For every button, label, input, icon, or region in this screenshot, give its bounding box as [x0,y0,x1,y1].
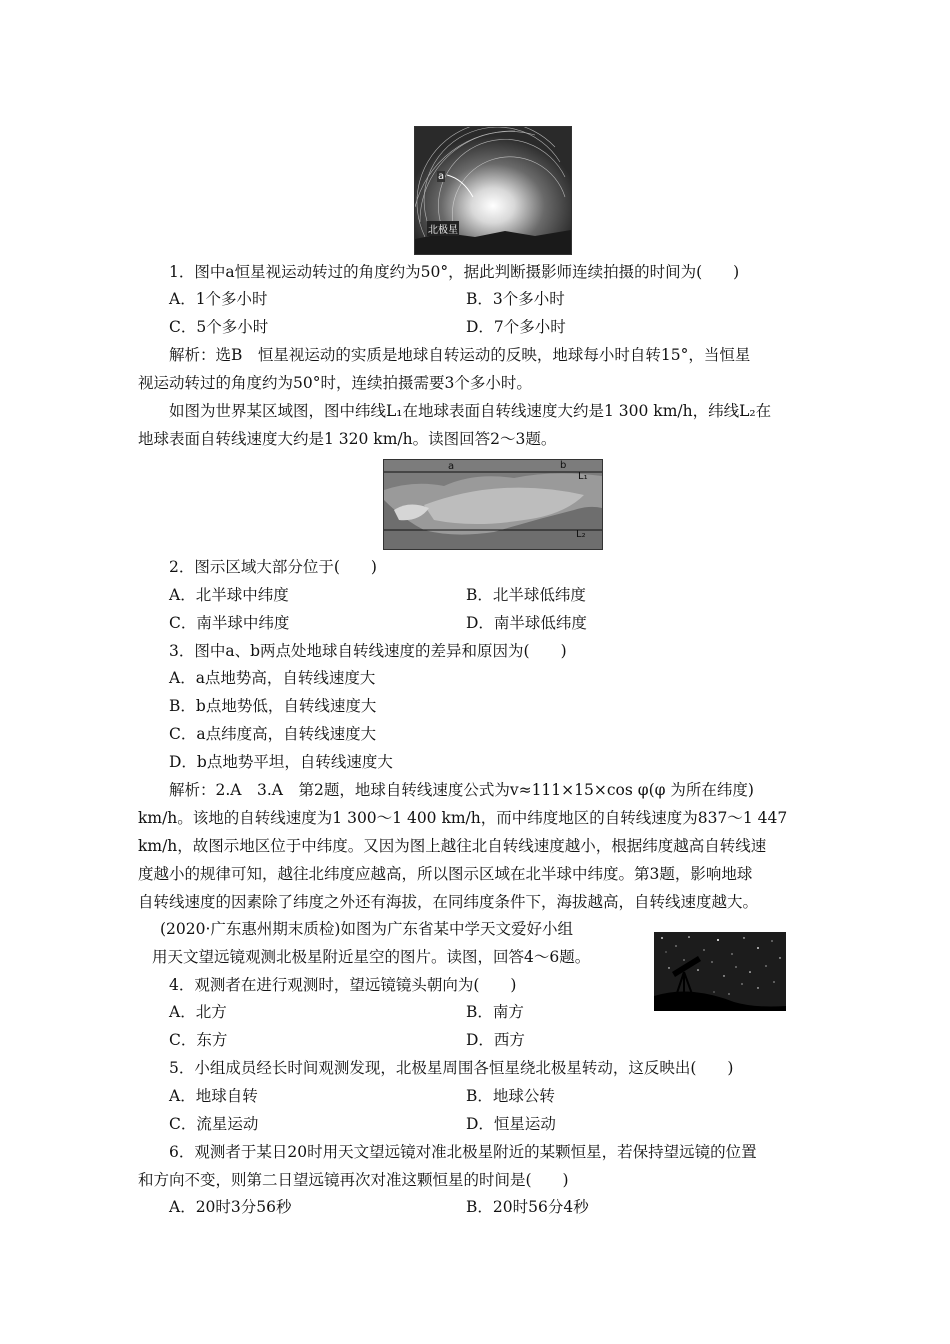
q1-option-b: B．3个多小时 [466,290,565,308]
q5-option-c: C．流星运动 [169,1115,259,1133]
q1-analysis-line2: 视运动转过的角度约为50°时，连续拍摄需要3个多小时。 [138,374,532,392]
map-label-l2: L₂ [576,529,586,540]
q5-stem: 5．小组成员经长时间观测发现，北极星周围各恒星绕北极星转动，这反映出( ) [169,1059,734,1077]
analysis-q2-3-line3: km/h，故图示地区位于中纬度。又因为图上越往北自转线速度越小，根据纬度越高自转线速 [138,837,767,855]
q3-option-a: A．a点地势高，自转线速度大 [169,669,376,687]
q2-option-c: C．南半球中纬度 [169,614,290,632]
q3-option-b: B．b点地势低，自转线速度大 [169,697,377,715]
star-trail-photo [414,126,572,255]
q6-stem-line1: 6．观测者于某日20时用天文望远镜对准北极星附近的某颗恒星，若保持望远镜的位置 [169,1143,757,1161]
q1-stem: 1．图中a恒星视运动转过的角度约为50°，据此判断摄影师连续拍摄的时间为( ) [169,263,740,281]
q1-option-c: C．5个多小时 [169,318,269,336]
telescope-photo [654,932,786,1011]
analysis-q2-3-line1: 解析：2.A 3.A 第2题，地球自转线速度公式为v≈111×15×cos φ(φ 为所在纬度) [169,781,754,799]
q1-analysis-line1: 解析：选B 恒星视运动的实质是地球自转运动的反映，地球每小时自转15°，当恒星 [169,346,751,364]
q4-stem: 4．观测者在进行观测时，望远镜镜头朝向为( ) [169,976,517,994]
q2-option-a: A．北半球中纬度 [169,586,289,604]
q2-stem: 2．图示区域大部分位于( ) [169,558,377,576]
analysis-q2-3-line4: 度越小的规律可知，越往北纬度应越高，所以图示区域在北半球中纬度。第3题，影响地球 [138,865,753,883]
intro-q2-3-line2: 地球表面自转线速度大约是1 320 km/h。读图回答2～3题。 [138,430,557,448]
q4-option-c: C．东方 [169,1031,228,1049]
map-label-l1: L₁ [578,471,588,482]
q1-option-d: D．7个多小时 [466,318,566,336]
q5-option-a: A．地球自转 [169,1087,258,1105]
intro-q4-6-line1: (2020·广东惠州期末质检)如图为广东省某中学天文爱好小组 [160,920,573,938]
polaris-label: 北极星 [427,221,459,236]
q4-option-b: B．南方 [466,1003,524,1021]
q4-option-d: D．西方 [466,1031,525,1049]
map-point-a: a [448,461,455,472]
q6-stem-line2: 和方向不变，则第二日望远镜再次对准这颗恒星的时间是( ) [138,1171,569,1189]
analysis-q2-3-line5: 自转线速度的因素除了纬度之外还有海拔，在同纬度条件下，海拔越高，自转线速度越大。 [138,893,759,911]
region-map [383,459,603,550]
q1-option-a: A．1个多小时 [169,290,268,308]
intro-q4-6-line2: 用天文望远镜观测北极星附近星空的图片。读图，回答4～6题。 [152,948,591,966]
region-map-image [384,460,602,549]
q5-option-d: D．恒星运动 [466,1115,556,1133]
q6-option-a: A．20时3分56秒 [169,1198,292,1216]
intro-q2-3-line1: 如图为世界某区域图，图中纬线L₁在地球表面自转线速度大约是1 300 km/h，纬线L₂在 [169,402,772,420]
telescope-image [654,932,786,1011]
star-a-label: a [438,171,445,182]
q3-option-d: D．b点地势平坦，自转线速度大 [169,753,393,771]
q3-option-c: C．a点纬度高，自转线速度大 [169,725,377,743]
q5-option-b: B．地球公转 [466,1087,555,1105]
q3-stem: 3．图中a、b两点处地球自转线速度的差异和原因为( ) [169,642,567,660]
analysis-q2-3-line2: km/h。该地的自转线速度为1 300～1 400 km/h，而中纬度地区的自转线速度为837～1 447 [138,809,788,827]
map-point-b: b [560,460,567,471]
q2-option-b: B．北半球低纬度 [466,586,586,604]
q4-option-a: A．北方 [169,1003,227,1021]
q2-option-d: D．南半球低纬度 [466,614,587,632]
q6-option-b: B．20时56分4秒 [466,1198,589,1216]
